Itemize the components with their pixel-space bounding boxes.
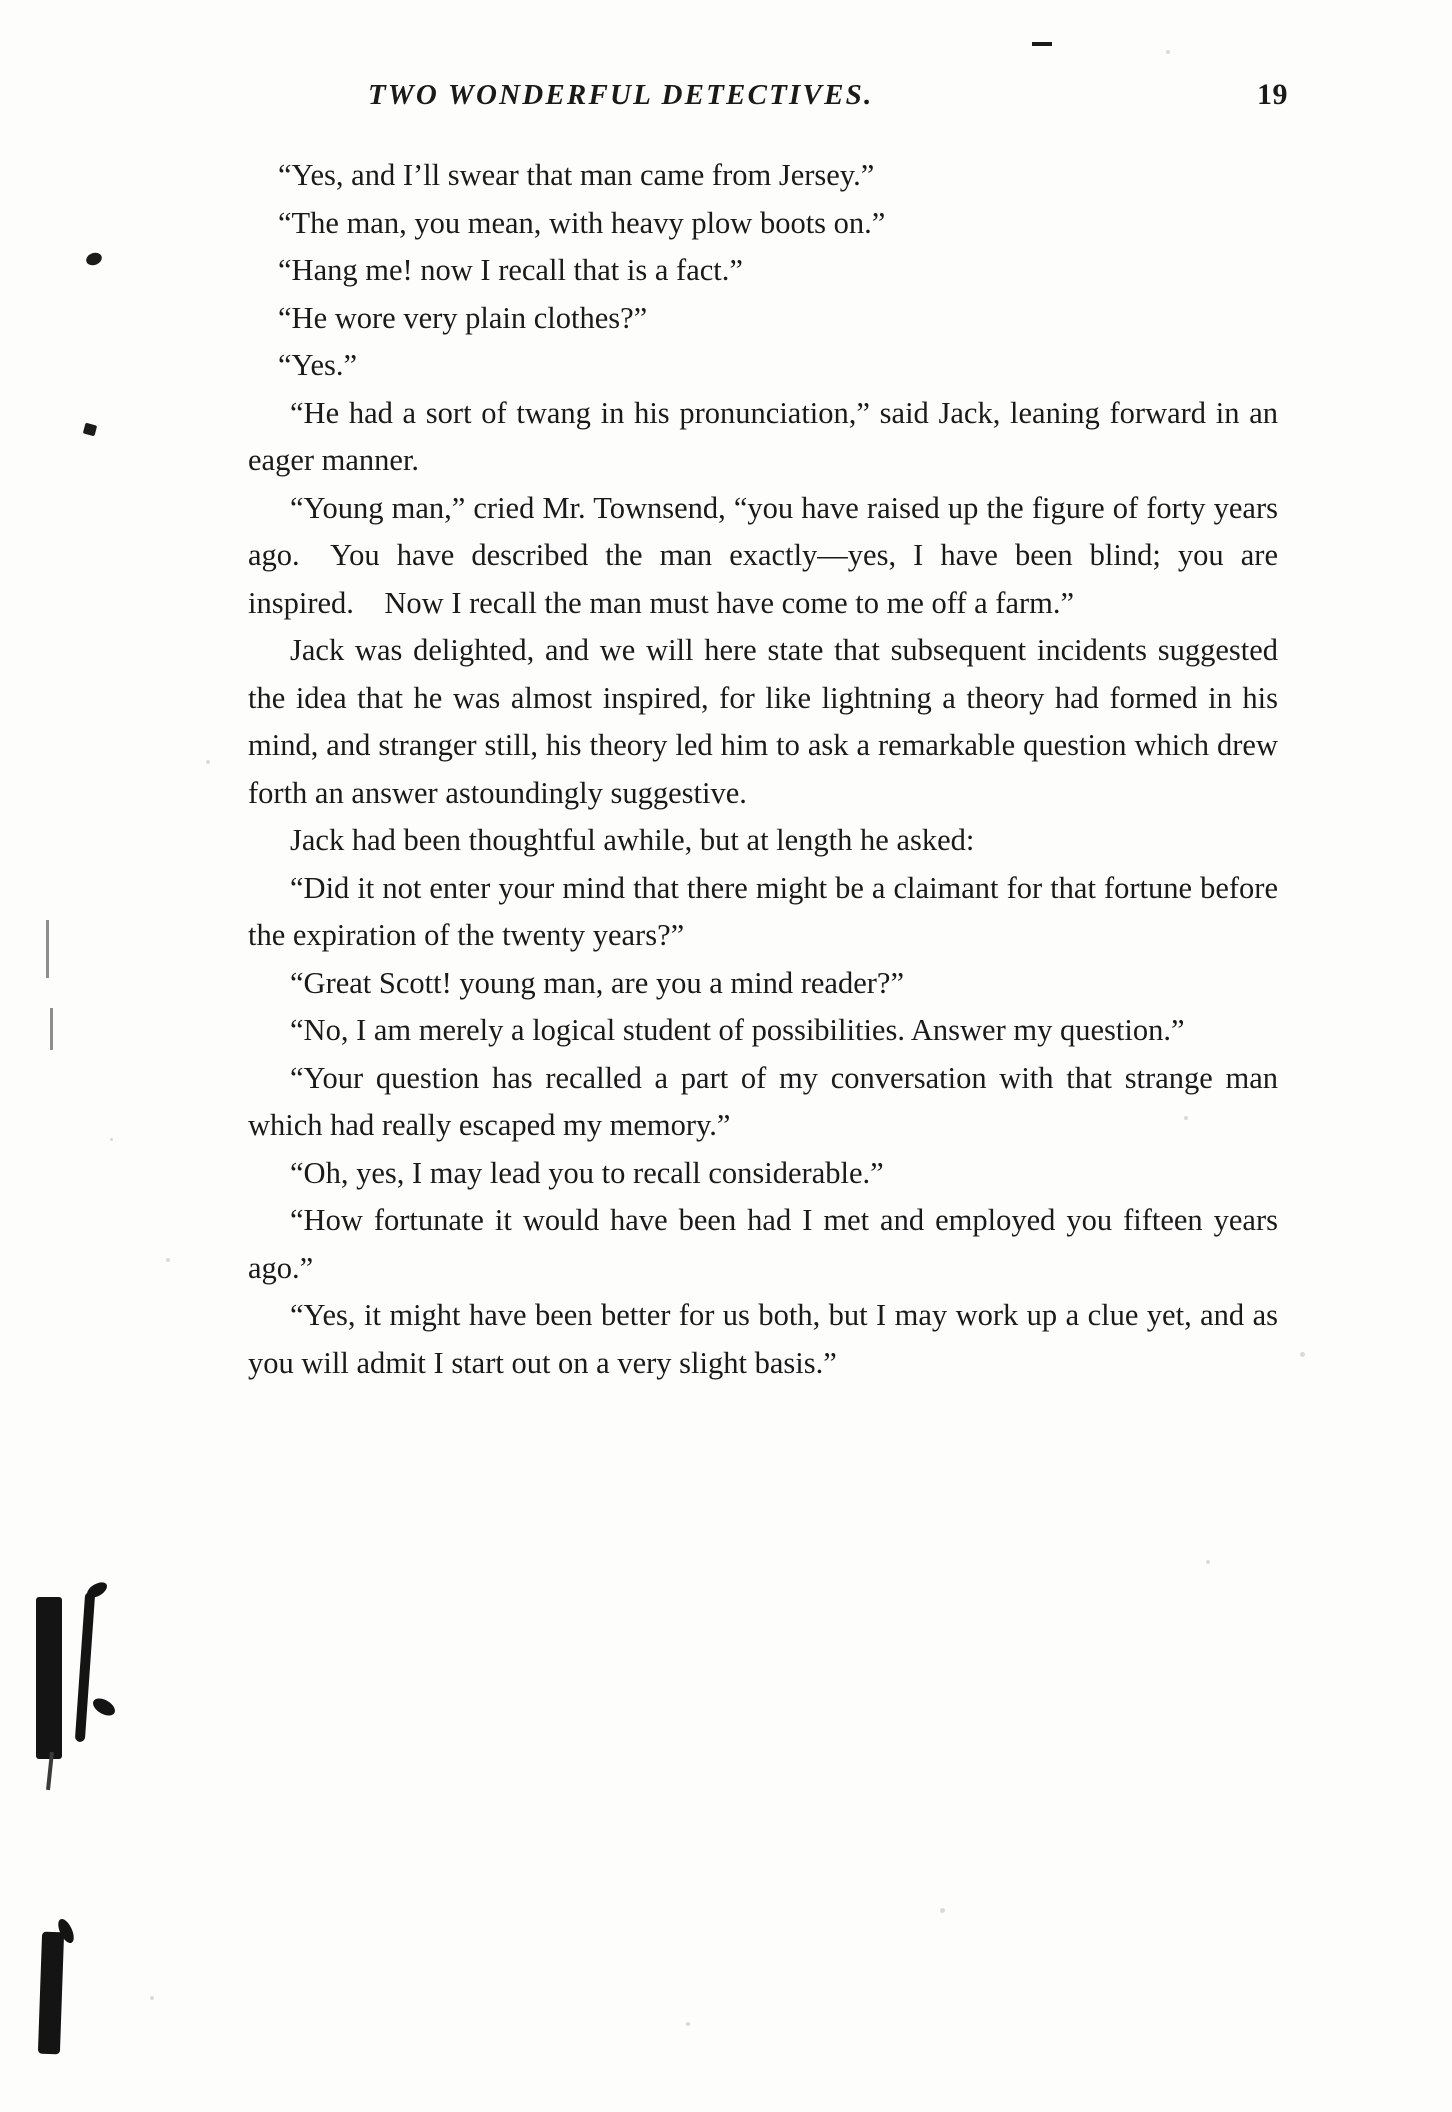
paragraph: Jack was delighted, and we will here state that subsequent incidents suggested the idea that he was almost inspired, for like lightning a theory had formed in his mind, and stranger still, his theory led him to ask a remarkable question which drew forth an answer astoundingly suggestive. [248, 633, 1278, 810]
binding-ink-blot-lower [38, 1932, 64, 2055]
binding-ink-blot-secondary [75, 1592, 95, 1742]
binding-ink-blot-bottom-curl [90, 1695, 118, 1719]
paragraph: “He had a sort of twang in his pronunciation,” said Jack, leaning forward in an eager manner. [248, 395, 1278, 477]
paragraph: “How fortunate it would have been had I met and employed you fifteen years ago.” [248, 1203, 1278, 1285]
paragraph: “Oh, yes, I may lead you to recall considerable.” [290, 1155, 884, 1190]
book-title: TWO WONDERFUL DETECTIVES. [368, 79, 874, 111]
paragraph: “Did it not enter your mind that there might be a claimant for that fortune before the expiration of the twenty years?” [248, 870, 1278, 952]
running-head [248, 78, 1288, 112]
margin-ink-mark-lower [83, 423, 97, 437]
paragraph: “No, I am merely a logical student of possibilities. Answer my question.” [290, 1013, 1185, 1047]
margin-ink-mark-upper [84, 251, 103, 268]
paragraph: “Great Scott! young man, are you a mind reader?” [290, 965, 904, 1000]
paragraph: “The man, you mean, with heavy plow boots on.” [278, 205, 886, 240]
page-number: 19 [1257, 78, 1288, 111]
paragraph: “Yes.” [278, 348, 358, 382]
binding-ink-blot-primary [36, 1597, 62, 1759]
paragraph: Jack had been thoughtful awhile, but at length he asked: [290, 823, 975, 857]
margin-scan-line-one [46, 920, 49, 978]
paragraph: “Yes, and I’ll swear that man came from Jersey.” [278, 158, 875, 192]
scan-artifact-dash [1032, 42, 1052, 46]
margin-scan-line-two [50, 1008, 53, 1050]
paragraph: “Young man,” cried Mr. Townsend, “you have raised up the figure of forty years ago. You have described the man exactly—yes, I have been blind; you are inspired. Now I recall the man must have come to me off a farm.” [248, 490, 1278, 620]
paragraph: “Hang me! now I recall that is a fact.” [278, 253, 743, 287]
page-body-text [248, 152, 1278, 1387]
paragraph: “Yes, it might have been better for us both, but I may work up a clue yet, and as you will admit I start out on a very slight basis.” [248, 1298, 1278, 1380]
paragraph: “Your question has recalled a part of my conversation with that strange man which had really escaped my memory.” [248, 1060, 1278, 1142]
paragraph: “He wore very plain clothes?” [278, 300, 648, 335]
